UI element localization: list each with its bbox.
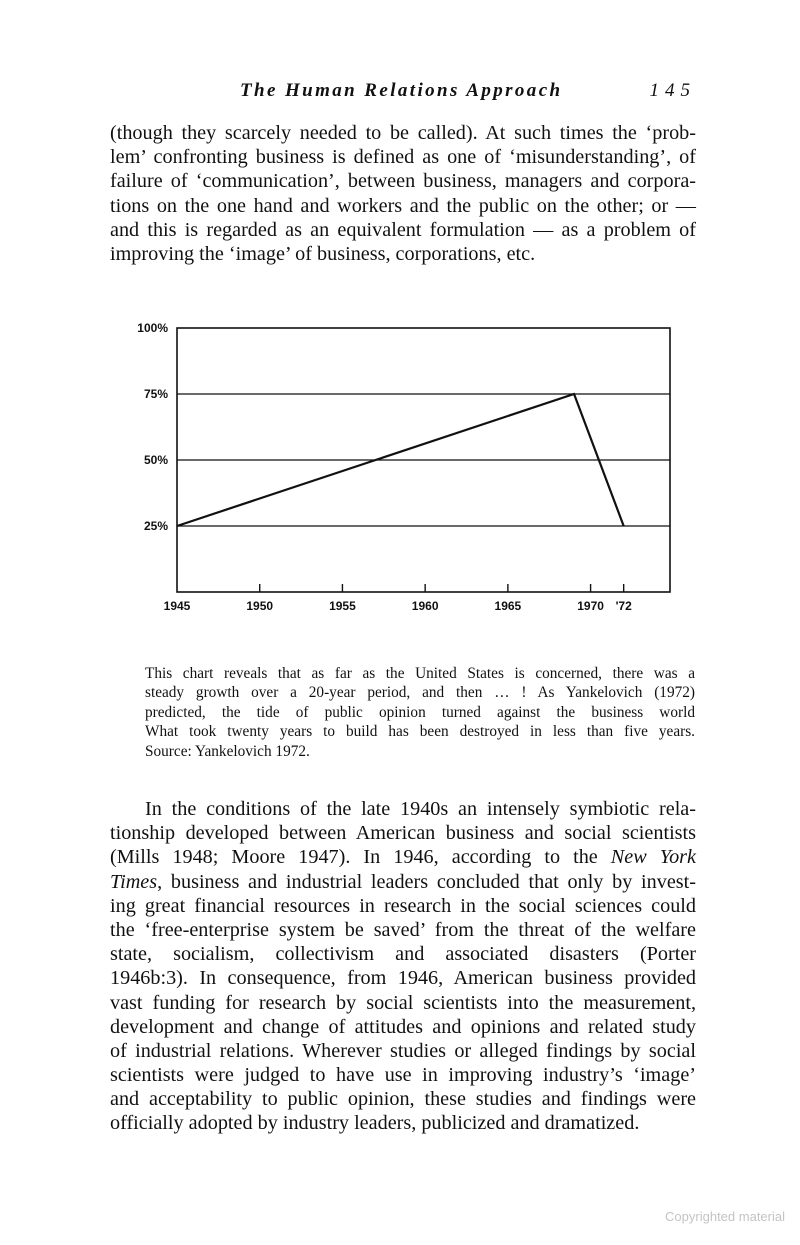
text-span: (Mills 1948; Moore 1947). In 1946, according to the — [110, 846, 611, 869]
text-span: , business and industrial leaders concluded that only by invest- — [157, 870, 696, 893]
text-line: vast funding for research by social scientists into the measurement, — [110, 991, 696, 1014]
text-line: tions on the one hand and workers and the public on the other; or — — [110, 194, 696, 217]
caption-line: Source: Yankelovich 1972. — [145, 742, 310, 760]
x-tick-label: 1955 — [329, 599, 356, 613]
running-title: The Human Relations Approach — [240, 80, 563, 101]
x-tick-label: '72 — [615, 599, 632, 613]
text-line: officially adopted by industry leaders, publicized and dramatized. — [110, 1112, 640, 1135]
text-line: ing great financial resources in research in the social sciences could — [110, 894, 696, 917]
watermark: Copyrighted material — [665, 1209, 785, 1224]
text-line: improving the ‘image’ of business, corporations, etc. — [110, 242, 536, 265]
y-tick-label: 50% — [143, 453, 168, 467]
text-line: (though they scarcely needed to be called). At such times the ‘prob- — [110, 122, 696, 144]
text-line: state, socialism, collectivism and associated disasters (Porter — [110, 943, 696, 966]
text-line: and this is regarded as an equivalent formulation — as a problem of — [110, 218, 696, 241]
newspaper-title: Times — [110, 870, 158, 893]
x-tick-label: 1970 — [577, 599, 604, 613]
caption-line: steady growth over a 20-year period, and then … ! As Yankelovich (1972) — [145, 684, 695, 702]
running-head — [110, 80, 696, 110]
text-line: scientists were judged to have use in improving industry’s ‘image’ — [110, 1064, 696, 1087]
chart-svg — [110, 310, 710, 630]
x-tick-label: 1950 — [246, 599, 274, 613]
text-line: failure of ‘communication’, between business, managers and corpora- — [110, 170, 696, 193]
caption-line: predicted, the tide of public opinion turned against the business world — [145, 703, 695, 721]
paragraph-bottom — [110, 797, 696, 1136]
x-tick-label: 1965 — [494, 599, 522, 613]
page-number: 145 — [649, 80, 696, 101]
text-line: In the conditions of the late 1940s an intensely symbiotic rela- — [145, 798, 696, 820]
text-line — [110, 845, 696, 869]
text-line: lem’ confronting business is defined as one of ‘misunderstanding’, of — [110, 146, 696, 169]
x-tick-label: 1945 — [163, 599, 191, 613]
caption-line: This chart reveals that as far as the United States is concerned, there was a — [145, 665, 695, 682]
text-line: of industrial relations. Wherever studies or alleged findings by social — [110, 1039, 696, 1062]
y-tick-label: 75% — [143, 387, 168, 401]
x-tick-label: 1960 — [411, 599, 439, 613]
text-line — [110, 870, 696, 894]
y-tick-label: 25% — [143, 519, 168, 533]
text-line: 1946b:3). In consequence, from 1946, American business provided — [110, 967, 696, 990]
text-line: the ‘free-enterprise system be saved’ from the threat of the welfare — [110, 918, 696, 941]
y-tick-label: 100% — [137, 321, 168, 335]
newspaper-title: New York — [610, 846, 696, 869]
caption-line: What took twenty years to build has been destroyed in less than five years. — [145, 723, 695, 741]
text-line: tionship developed between American business and social scientists — [110, 822, 696, 845]
opinion-chart — [110, 310, 710, 630]
figure-caption — [145, 664, 695, 761]
paragraph-top — [110, 121, 696, 266]
text-line: and acceptability to public opinion, these studies and findings were — [110, 1088, 696, 1111]
text-line: development and change of attitudes and opinions and related study — [110, 1015, 696, 1038]
